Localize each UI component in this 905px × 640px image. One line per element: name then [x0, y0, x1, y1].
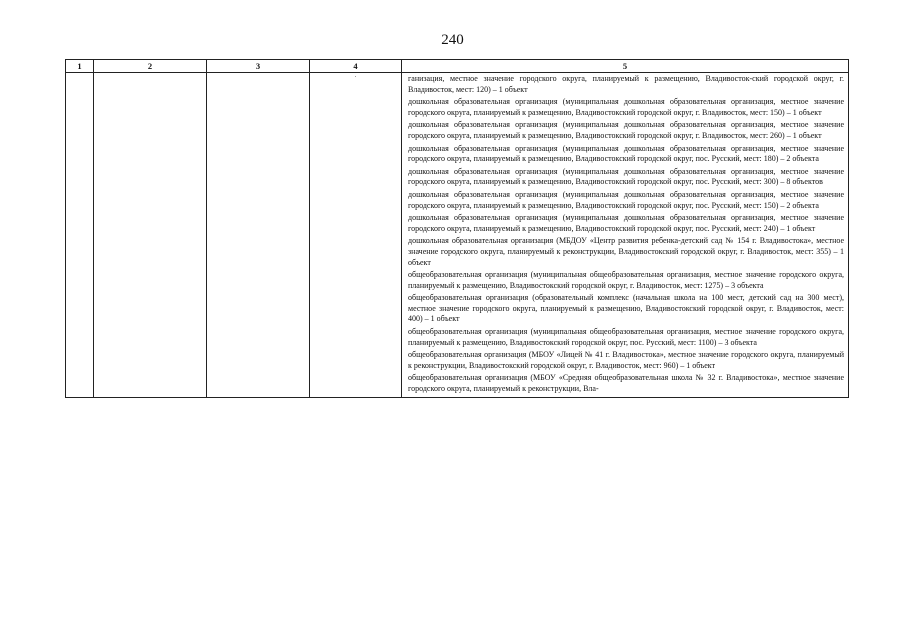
cell-col-1 [66, 73, 94, 398]
list-item: дошкольная образовательная организация (муниципальная дошкольная образовательная организация, местное значение городского округа, планируемый к размещению, Владивостокский городской округ, пос. Русский, мест: 150) – 2 объекта [408, 189, 844, 210]
column-header-4: 4 [310, 60, 402, 73]
cell-col-4 [310, 73, 402, 398]
list-item: общеобразовательная организация (образовательный комплекс (начальная школа на 100 мест, детский сад на 300 мест), местное значение городского округа, планируемый к размещению, Владивостокский городской округ, г. Владивосток, мест: 400) – 1 объект [408, 293, 844, 324]
list-item: дошкольная образовательная организация (МБДОУ «Центр развития ребенка-детский сад № 154 г. Владивостока», местное значение городского округа, планируемый к реконструкции, Владивостокский городской округ, г. Владивосток, мест: 355) – 1 объект [408, 236, 844, 267]
column-header-5: 5 [402, 60, 849, 73]
cell-col-5 [402, 73, 849, 398]
cell-col-2 [94, 73, 207, 398]
list-item: общеобразовательная организация (МБОУ «Средняя общеобразовательная школа № 32 г. Владивостока», местное значение городского округа, планируемый к реконструкции, Вла- [408, 373, 844, 394]
cell-col-3 [207, 73, 310, 398]
table-row [66, 73, 849, 398]
list-item: дошкольная образовательная организация (муниципальная дошкольная образовательная организация, местное значение городского округа, планируемый к размещению, Владивостокский городской округ, г. Владивосток, мест: 260) – 1 объект [408, 120, 844, 140]
table-header-row [66, 60, 849, 73]
page-number: 240 [441, 32, 464, 48]
column-header-1: 1 [66, 60, 94, 73]
column-header-2: 2 [94, 60, 207, 73]
document-table [65, 59, 849, 398]
list-item: ганизация, местное значение городского округа, планируемый к размещению, Владивосток-ский городской округ, г. Владивосток, мест: 120) – 1 объект [408, 74, 844, 94]
list-item: общеобразовательная организация (муниципальная общеобразовательная организация, местное значение городского округа, планируемый к размещению, Владивостокский городской округ, г. Владивосток, мест: 1275) – 3 объекта [408, 270, 844, 290]
column-header-3: 3 [207, 60, 310, 73]
list-item: дошкольная образовательная организация (муниципальная дошкольная образовательная организация, местное значение городского округа, планируемый к размещению, Владивостокский городской округ, пос. Русский, мест: 180) – 2 объекта [408, 143, 844, 164]
list-item: дошкольная образовательная организация (муниципальная дошкольная образовательная организация, местное значение городского округа, планируемый к размещению, Владивостокский городской округ, г. Владивосток, мест: 150) – 1 объект [408, 97, 844, 117]
list-item: дошкольная образовательная организация (муниципальная дошкольная образовательная организация, местное значение городского округа, планируемый к размещению, Владивостокский городской округ, пос. Русский, мест: 300) – 8 объектов [408, 166, 844, 187]
list-item: дошкольная образовательная организация (муниципальная дошкольная образовательная организация, местное значение городского округа, планируемый к размещению, Владивостокский городской округ, пос. Русский, мест: 240) – 1 объект [408, 213, 844, 233]
list-item: общеобразовательная организация (МБОУ «Лицей № 41 г. Владивостока», местное значение городского округа, планируемый к реконструкции, Владивостокский городской округ, г. Владивосток, мест: 960) – 1 объект [408, 350, 844, 370]
list-item: общеобразовательная организация (муниципальная общеобразовательная организация, местное значение городского округа, планируемый к размещению, Владивостокский городской округ, пос. Русский, мест: 1100) – 3 объекта [408, 327, 844, 347]
column-4-mark: · [354, 73, 357, 81]
